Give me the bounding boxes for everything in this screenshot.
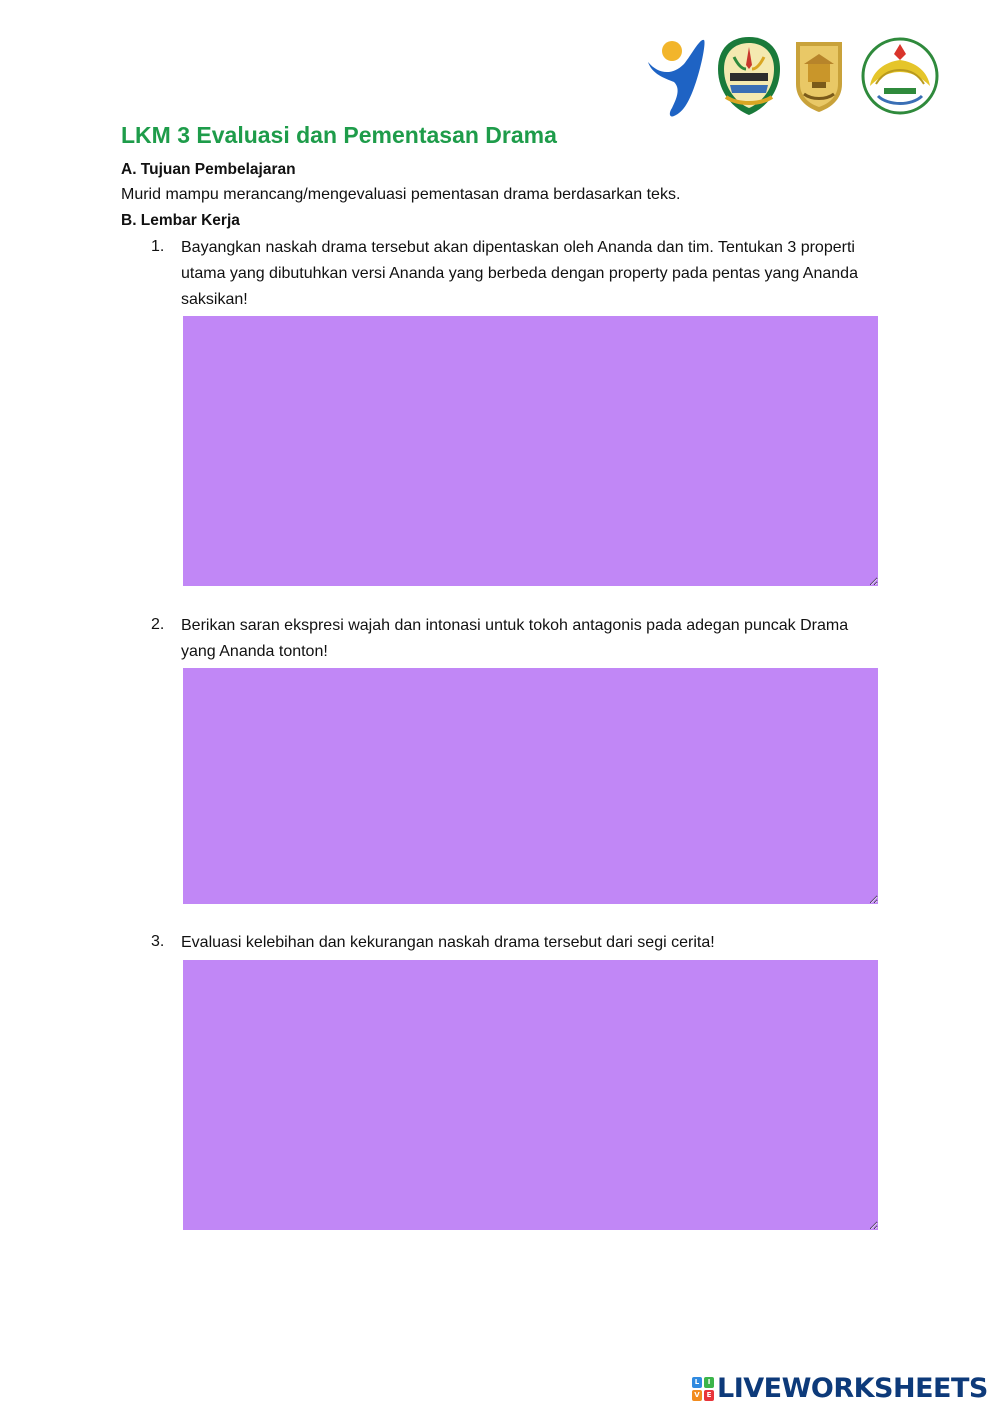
merdeka-belajar-logo: [644, 34, 708, 119]
answer-box-1[interactable]: [183, 316, 878, 586]
brand-grid-letter: L: [692, 1377, 702, 1388]
learning-objective-text: Murid mampu merancang/mengevaluasi pementasan drama berdasarkan teks.: [121, 186, 681, 203]
question-number: 3.: [151, 933, 165, 950]
jawa-barat-emblem: [716, 35, 782, 117]
answer-box-2[interactable]: [183, 668, 878, 904]
section-a-heading: A. Tujuan Pembelajaran: [121, 161, 296, 178]
brand-grid-letter: V: [692, 1390, 702, 1401]
liveworksheets-brand[interactable]: [692, 1372, 992, 1406]
brand-grid-letter: E: [704, 1390, 714, 1401]
gapura-panca-waluya-emblem: [790, 38, 848, 114]
brand-wordmark: LIVEWORKSHEETS: [717, 1373, 988, 1404]
question-text: Bayangkan naskah drama tersebut akan dipentaskan oleh Ananda dan tim. Tentukan 3 properti utama yang dibutuhkan versi Ananda yang berbeda dengan property pada pentas yang Ananda saksikan!: [181, 239, 858, 308]
answer-box-3[interactable]: [183, 960, 878, 1230]
question-text: Berikan saran ekspresi wajah dan intonasi untuk tokoh antagonis pada adegan puncak Drama yang Ananda tonton!: [181, 617, 849, 660]
question-text: Evaluasi kelebihan dan kekurangan naskah drama tersebut dari segi cerita!: [181, 934, 715, 951]
question-number: 1.: [151, 238, 165, 255]
brand-grid-letter: I: [704, 1377, 714, 1388]
liveworksheets-logo-icon: [692, 1377, 714, 1401]
kemendikbud-tut-wuri-emblem: [860, 36, 940, 116]
section-b-heading: B. Lembar Kerja: [121, 212, 240, 229]
header-logos: [644, 34, 944, 119]
question-number: 2.: [151, 616, 165, 633]
page-title: LKM 3 Evaluasi dan Pementasan Drama: [121, 122, 557, 148]
